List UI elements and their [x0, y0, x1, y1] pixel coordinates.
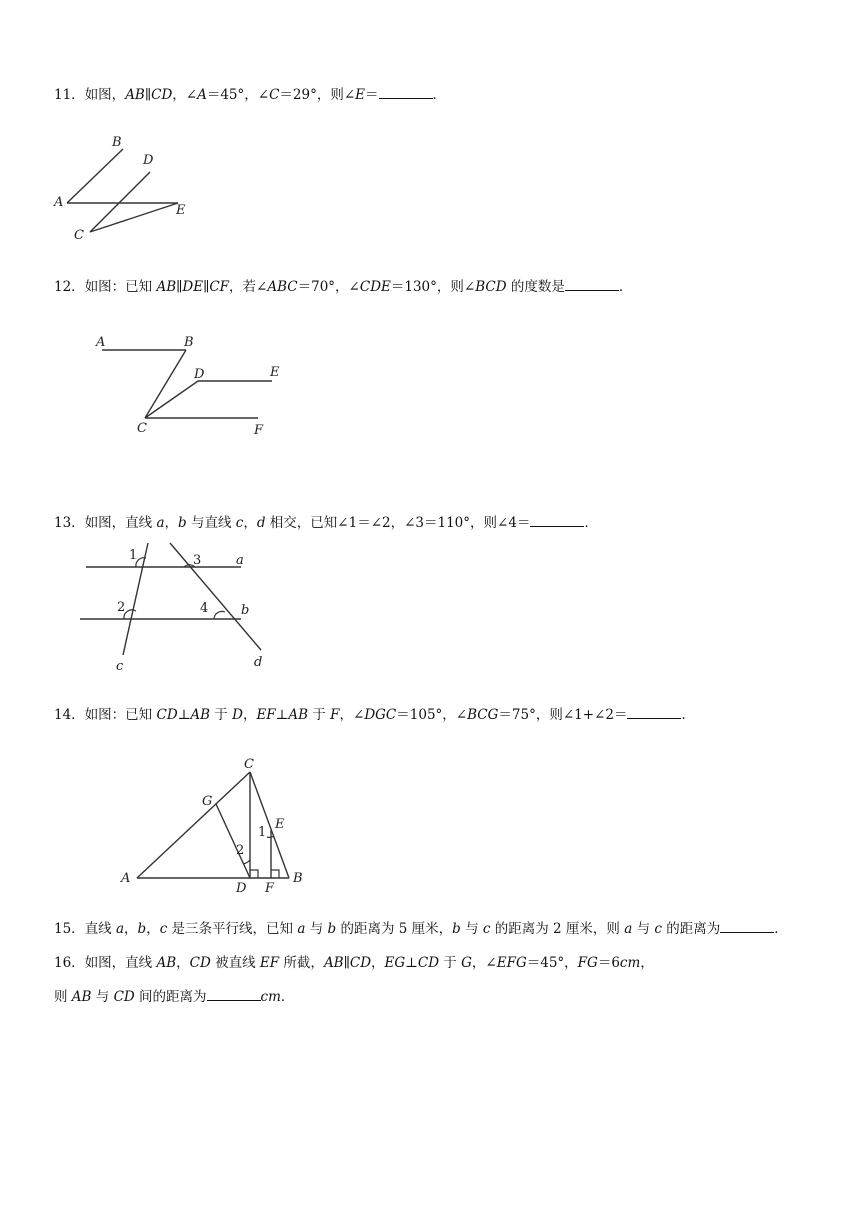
label-G: G [202, 794, 213, 809]
label-4: 4 [200, 601, 209, 616]
answer-blank[interactable] [379, 86, 433, 99]
question-12: 12．如图：已知 AB∥DE∥CF，若∠ABC＝70°，∠CDE＝130°，则∠BCD 的度数是 ． [54, 279, 633, 295]
label-C: C [74, 228, 84, 243]
label-E: E [275, 817, 285, 832]
answer-blank[interactable] [530, 514, 584, 527]
label-b: b [241, 603, 250, 618]
label-d: d [254, 655, 263, 670]
answer-blank[interactable] [720, 920, 774, 933]
question-11: 11．如图，AB∥CD，∠A＝45°，∠C＝29°，则∠E＝ ． [54, 87, 447, 103]
label-A: A [54, 195, 64, 210]
figure-13 [78, 540, 278, 675]
question-number: 12． [54, 279, 85, 295]
label-A: A [96, 335, 106, 350]
question-15: 15．直线 a，b，c 是三条平行线，已知 a 与 b 的距离为 5 厘米，b 与 c 的距离为 2 厘米，则 a 与 c 的距离为 ． [54, 921, 788, 937]
figure-14 [115, 752, 315, 896]
label-E: E [270, 365, 280, 380]
label-B: B [184, 335, 194, 350]
label-E: E [176, 203, 186, 218]
question-number: 14． [54, 707, 85, 723]
figure-11 [50, 130, 210, 245]
label-C: C [137, 421, 147, 436]
question-13: 13．如图，直线 a，b 与直线 c，d 相交，已知∠1＝∠2，∠3＝110°，则∠4＝ ． [54, 515, 598, 531]
label-1: 1 [129, 548, 138, 563]
label-A: A [121, 871, 131, 886]
figure-12 [90, 330, 290, 440]
label-D: D [143, 153, 154, 168]
answer-blank[interactable] [627, 706, 681, 719]
label-2: 2 [236, 843, 245, 858]
label-B: B [293, 871, 303, 886]
answer-blank[interactable] [207, 988, 261, 1001]
label-F: F [265, 881, 275, 896]
question-16: 16．如图，直线 AB，CD 被直线 EF 所截，AB∥CD，EG⊥CD 于 G，∠EFG＝45°，FG＝6cm， [54, 955, 654, 971]
label-a: a [236, 553, 244, 568]
label-2: 2 [117, 600, 126, 615]
label-B: B [112, 135, 122, 150]
label-C: C [244, 757, 254, 772]
label-D: D [194, 367, 205, 382]
question-16-line-2: 则 AB 与 CD 间的距离为 cm． [54, 989, 295, 1005]
question-number: 11． [54, 87, 85, 103]
question-14: 14．如图：已知 CD⊥AB 于 D，EF⊥AB 于 F，∠DGC＝105°，∠BCG＝75°，则∠1+∠2＝ ． [54, 707, 695, 723]
question-number: 15． [54, 921, 85, 937]
label-D: D [236, 881, 247, 896]
label-1: 1 [258, 825, 267, 840]
question-number: 13． [54, 515, 85, 531]
question-number: 16． [54, 955, 85, 971]
label-c: c [116, 659, 124, 674]
label-3: 3 [193, 553, 202, 568]
answer-blank[interactable] [565, 278, 619, 291]
label-F: F [254, 423, 264, 438]
